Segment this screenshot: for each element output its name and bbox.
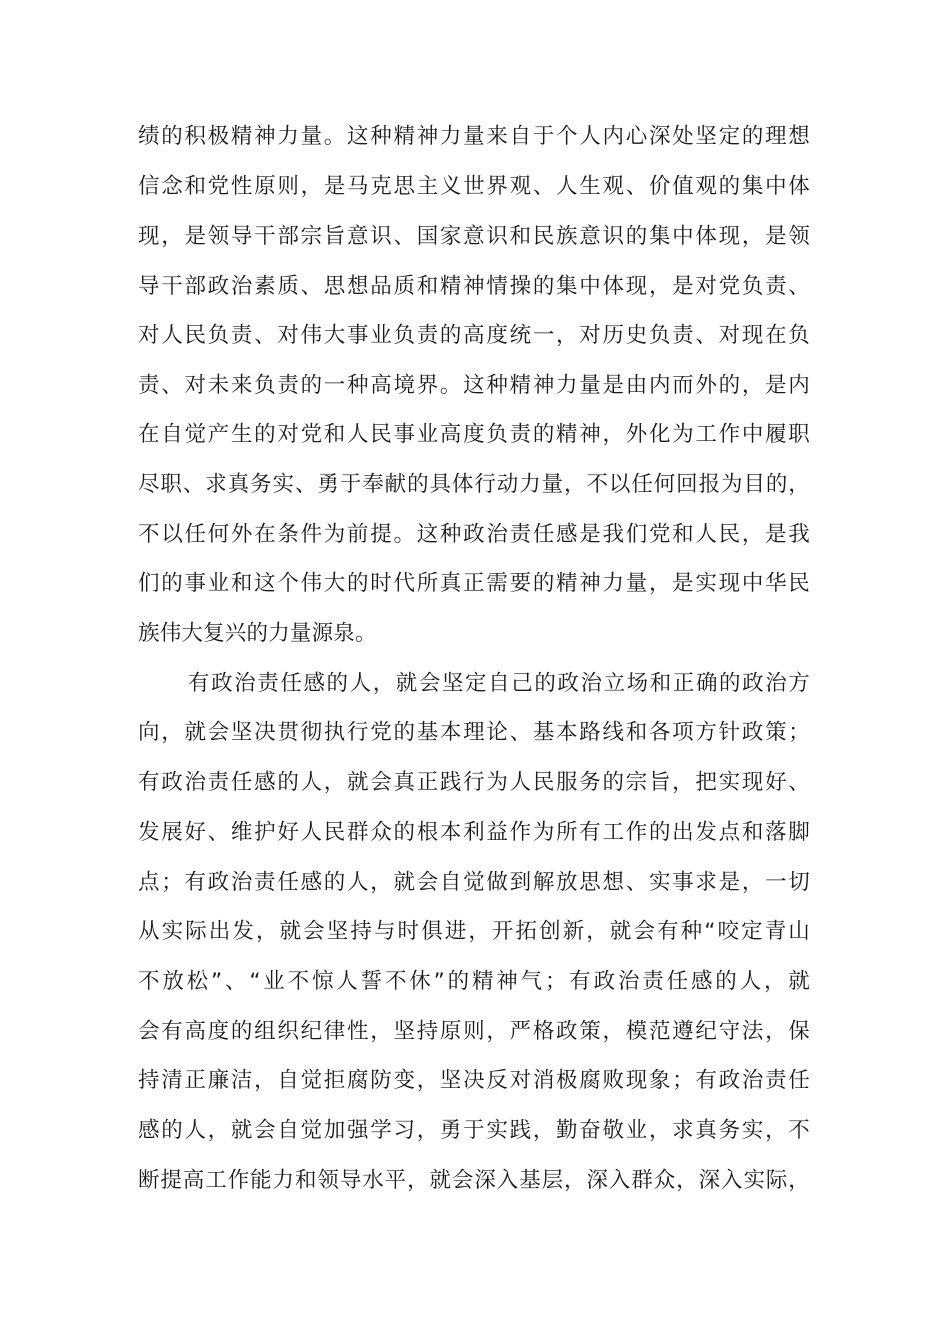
text-line: 持清正廉洁，自觉拒腐防变，坚决反对消极腐败现象；有政治责任	[138, 1068, 810, 1093]
text-line: 有政治责任感的人，就会坚定自己的政治立场和正确的政治方	[188, 671, 810, 696]
text-line: 对人民负责、对伟大事业负责的高度统一，对历史负责、对现在负	[138, 323, 810, 348]
text-line: 不放松”、“业不惊人誓不休”的精神气；有政治责任感的人，就	[138, 969, 810, 994]
text-line: 现，是领导干部宗旨意识、国家意识和民族意识的集中体现，是领	[138, 224, 810, 249]
text-line: 绩的积极精神力量。这种精神力量来自于个人内心深处坚定的理想	[138, 124, 810, 149]
text-line: 从实际出发，就会坚持与时俱进，开拓创新，就会有种“咬定青山	[138, 919, 810, 944]
text-line: 信念和党性原则，是马克思主义世界观、人生观、价值观的集中体	[138, 174, 810, 199]
text-line: 会有高度的组织纪律性，坚持原则，严格政策，模范遵纪守法，保	[138, 1019, 810, 1044]
text-line: 感的人，就会自觉加强学习，勇于实践，勤奋敬业，求真务实，不	[138, 1118, 810, 1143]
text-line: 点；有政治责任感的人，就会自觉做到解放思想、实事求是，一切	[138, 870, 810, 895]
text-line: 不以任何外在条件为前提。这种政治责任感是我们党和人民，是我	[138, 522, 810, 547]
text-line: 尽职、求真务实、勇于奉献的具体行动力量，不以任何回报为目的，	[138, 472, 810, 497]
text-line: 断提高工作能力和领导水平，就会深入基层，深入群众，深入实际，	[138, 1168, 810, 1193]
text-line: 责、对未来负责的一种高境界。这种精神力量是由内而外的，是内	[138, 373, 810, 398]
text-line: 导干部政治素质、思想品质和精神情操的集中体现，是对党负责、	[138, 274, 810, 299]
text-line: 在自觉产生的对党和人民事业高度负责的精神，外化为工作中履职	[138, 422, 810, 447]
text-line: 发展好、维护好人民群众的根本利益作为所有工作的出发点和落脚	[138, 820, 810, 845]
text-line: 们的事业和这个伟大的时代所真正需要的精神力量，是实现中华民	[138, 571, 810, 596]
text-line: 向，就会坚决贯彻执行党的基本理论、基本路线和各项方针政策；	[138, 720, 810, 745]
text-line: 有政治责任感的人，就会真正践行为人民服务的宗旨，把实现好、	[138, 770, 810, 795]
text-line: 族伟大复兴的力量源泉。	[138, 621, 377, 646]
